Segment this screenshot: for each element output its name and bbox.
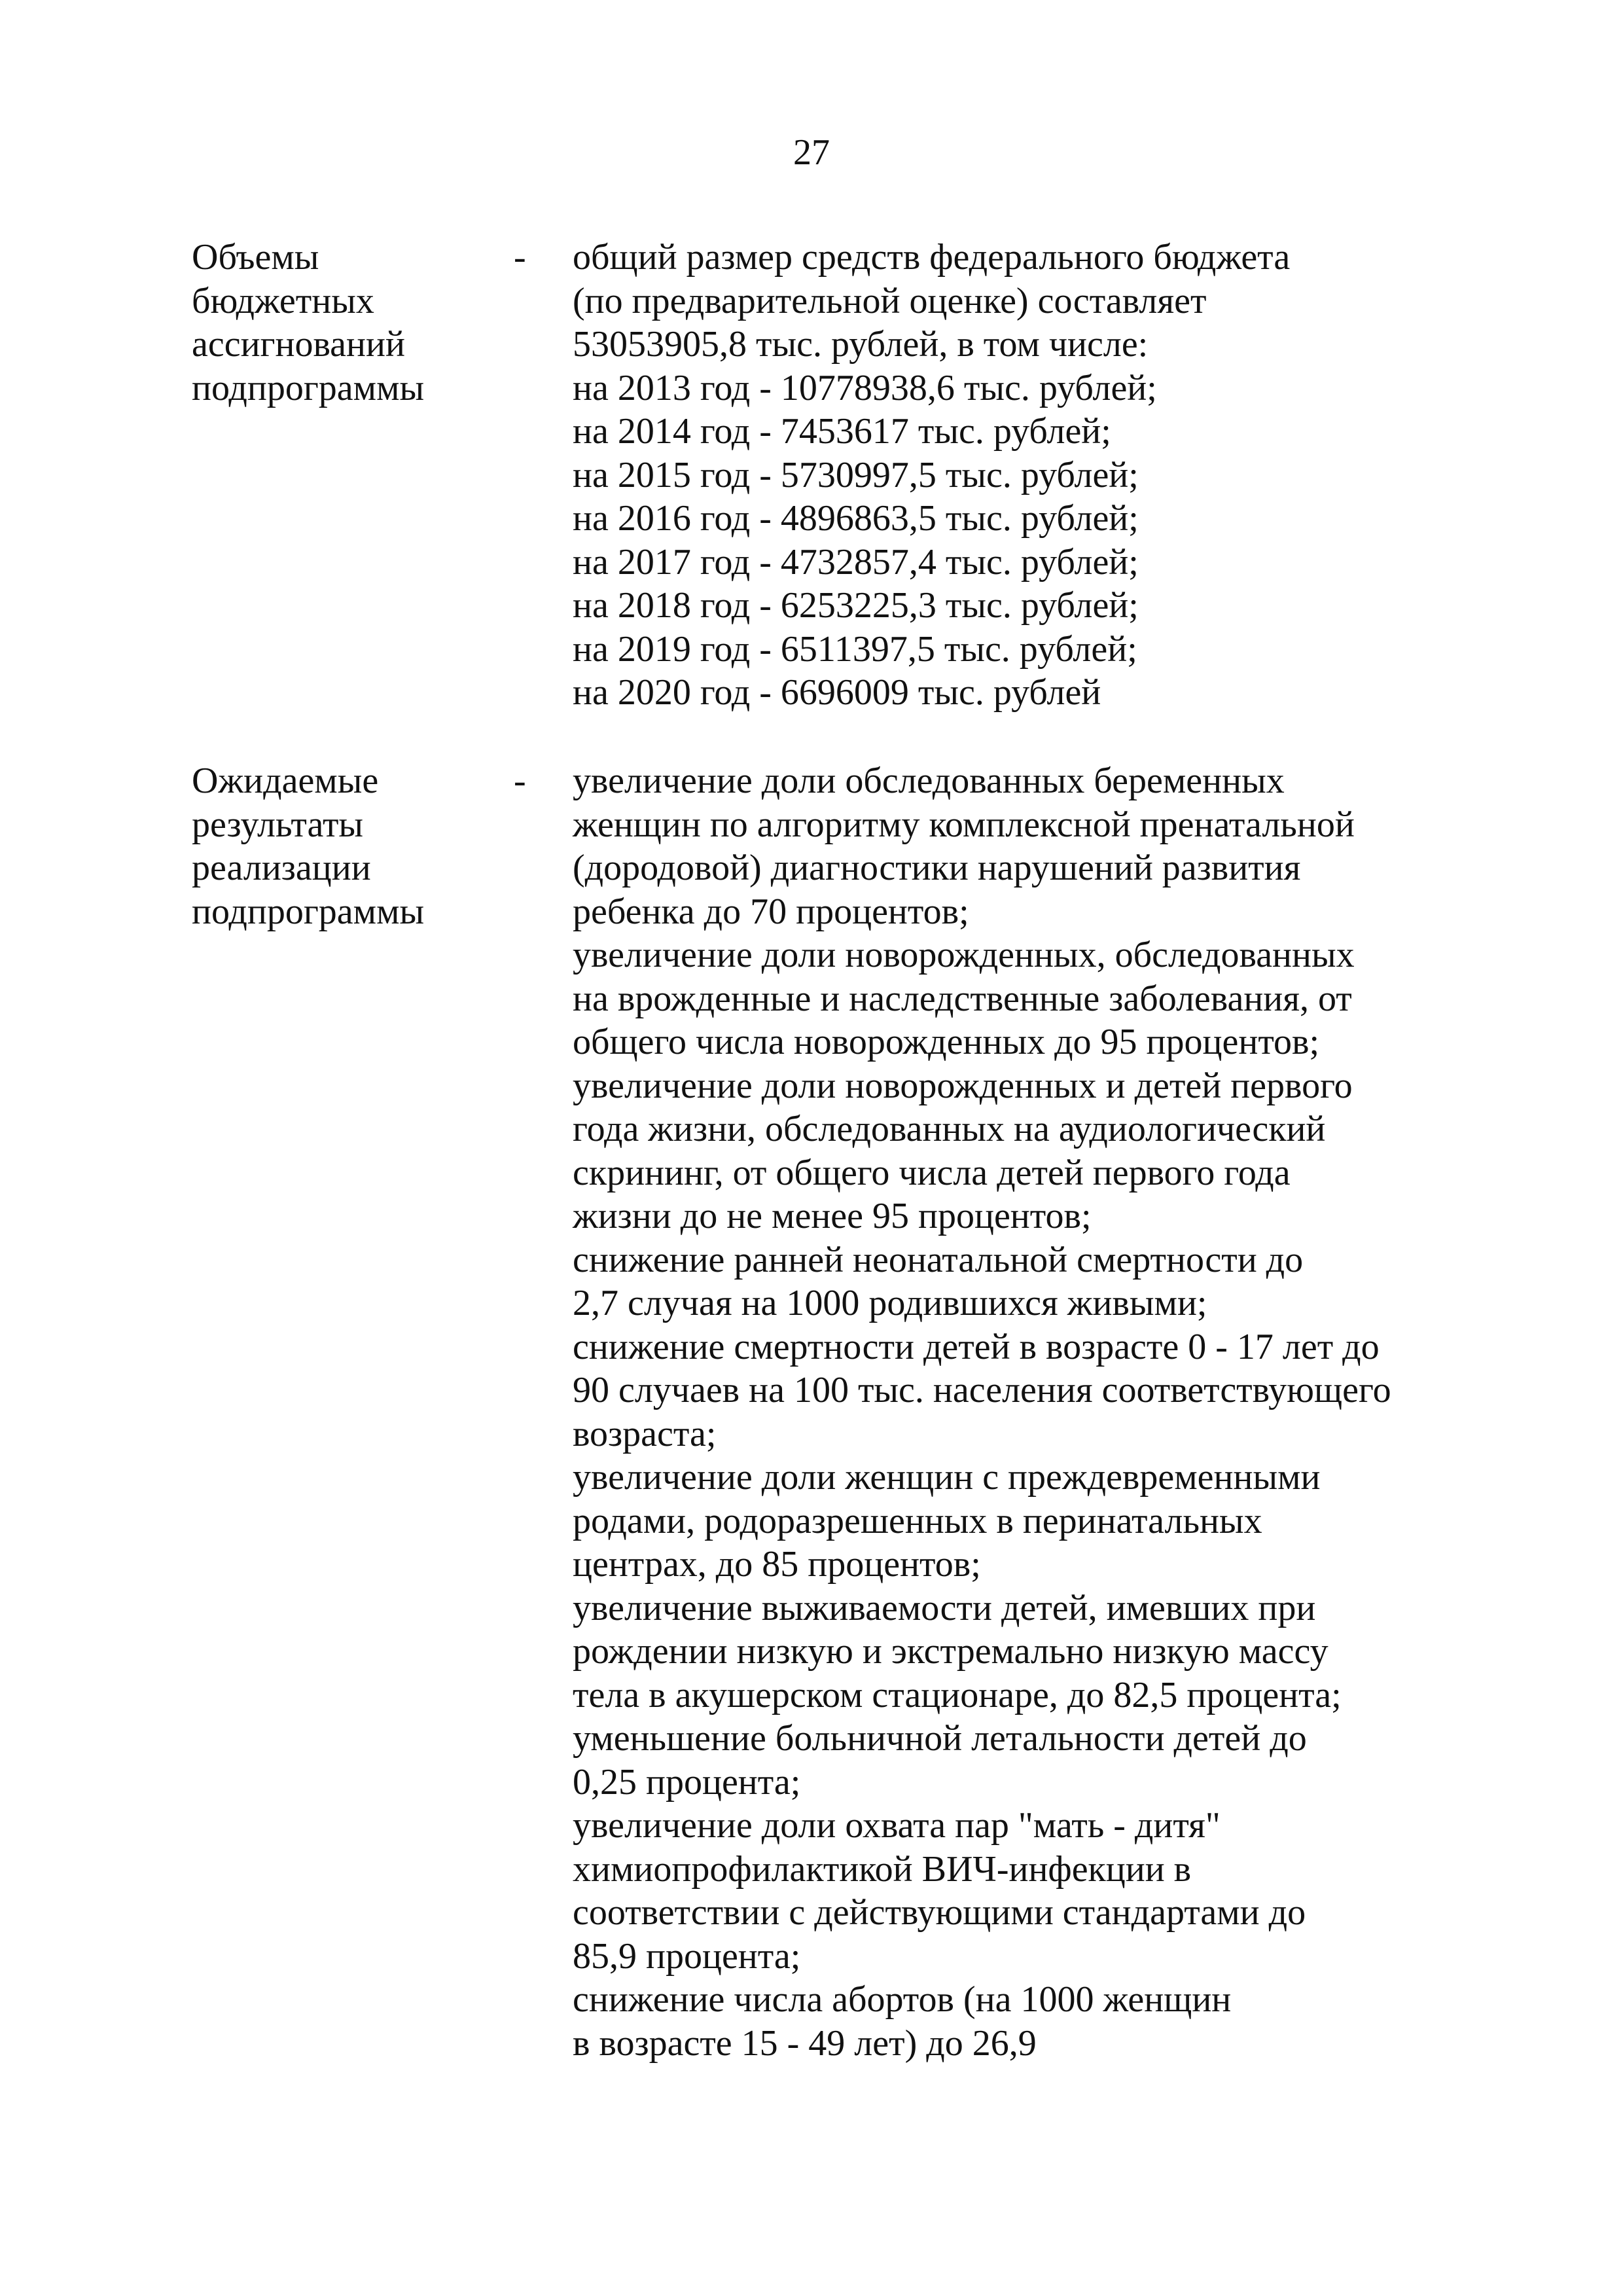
content-line: химиопрофилактикой ВИЧ-инфекции в: [573, 1848, 1192, 1890]
content-line: снижение числа абортов (на 1000 женщин: [573, 1979, 1232, 2020]
content-line: тела в акушерском стационаре, до 82,5 процента;: [573, 1674, 1342, 1715]
content-line: центрах, до 85 процентов;: [573, 1544, 981, 1585]
content-line: 85,9 процента;: [573, 1935, 801, 1977]
label-line: подпрограммы: [192, 891, 425, 932]
content-line: увеличение доли женщин с преждевременными: [573, 1457, 1321, 1498]
content-line: ребенка до 70 процентов;: [573, 891, 969, 932]
content-line: увеличение доли новорожденных и детей первого: [573, 1065, 1353, 1106]
budget-allocations-content: [573, 236, 1489, 715]
content-line: увеличение выживаемости детей, имевших при: [573, 1587, 1316, 1628]
content-line: уменьшение больничной летальности детей до: [573, 1718, 1307, 1759]
label-line: реализации: [192, 848, 371, 888]
content-line: снижение смертности детей в возрасте 0 - 17 лет до: [573, 1326, 1380, 1367]
content-line: жизни до не менее 95 процентов;: [573, 1196, 1092, 1236]
expected-results-label: [192, 759, 480, 933]
dash-separator: -: [514, 761, 526, 801]
label-line: результаты: [192, 804, 364, 845]
label-line: Объемы: [192, 237, 319, 278]
content-line: увеличение доли новорожденных, обследованных: [573, 935, 1355, 975]
content-line: 90 случаев на 100 тыс. населения соответствующего: [573, 1370, 1391, 1410]
content-line: на 2019 год - 6511397,5 тыс. рублей;: [573, 628, 1137, 670]
content-line: родами, родоразрешенных в перинатальных: [573, 1500, 1262, 1541]
content-line: 0,25 процента;: [573, 1761, 801, 1803]
content-line: в возрасте 15 - 49 лет) до 26,9: [573, 2022, 1037, 2064]
content-line: на 2014 год - 7453617 тыс. рублей;: [573, 411, 1111, 452]
content-line: на 2020 год - 6696009 тыс. рублей: [573, 672, 1101, 713]
content-line: увеличение доли обследованных беременных: [573, 761, 1285, 801]
label-line: Ожидаемые: [192, 761, 379, 801]
content-line: общий размер средств федерального бюджета: [573, 237, 1291, 278]
content-line: соответствии с действующими стандартами до: [573, 1892, 1306, 1933]
expected-results-content: [573, 759, 1489, 2065]
content-line: снижение ранней неонатальной смертности до: [573, 1239, 1304, 1280]
content-line: женщин по алгоритму комплексной пренатальной: [573, 804, 1355, 845]
content-line: скрининг, от общего числа детей первого года: [573, 1152, 1291, 1193]
content-line: на 2015 год - 5730997,5 тыс. рублей;: [573, 454, 1139, 495]
content-line: возраста;: [573, 1413, 717, 1454]
content-line: на 2016 год - 4896863,5 тыс. рублей;: [573, 498, 1139, 539]
dash-separator: -: [514, 237, 526, 278]
content-line: рождении низкую и экстремально низкую массу: [573, 1631, 1329, 1672]
content-line: на 2018 год - 6253225,3 тыс. рублей;: [573, 585, 1139, 626]
label-line: бюджетных: [192, 280, 374, 321]
content-line: (по предварительной оценке) составляет: [573, 280, 1207, 321]
content-line: на врожденные и наследственные заболевания, от: [573, 978, 1352, 1019]
content-line: на 2013 год - 10778938,6 тыс. рублей;: [573, 367, 1157, 408]
content-line: увеличение доли охвата пар "мать - дитя": [573, 1805, 1221, 1846]
content-line: 53053905,8 тыс. рублей, в том числе:: [573, 324, 1149, 365]
page-number: 27: [793, 132, 830, 173]
budget-allocations-label: [192, 236, 480, 410]
content-line: общего числа новорожденных до 95 процентов;: [573, 1022, 1320, 1062]
content-line: (дородовой) диагностики нарушений развития: [573, 848, 1301, 888]
content-line: на 2017 год - 4732857,4 тыс. рублей;: [573, 541, 1139, 583]
label-line: подпрограммы: [192, 367, 425, 408]
label-line: ассигнований: [192, 324, 405, 365]
content-line: 2,7 случая на 1000 родившихся живыми;: [573, 1283, 1207, 1323]
content-line: года жизни, обследованных на аудиологический: [573, 1109, 1326, 1149]
